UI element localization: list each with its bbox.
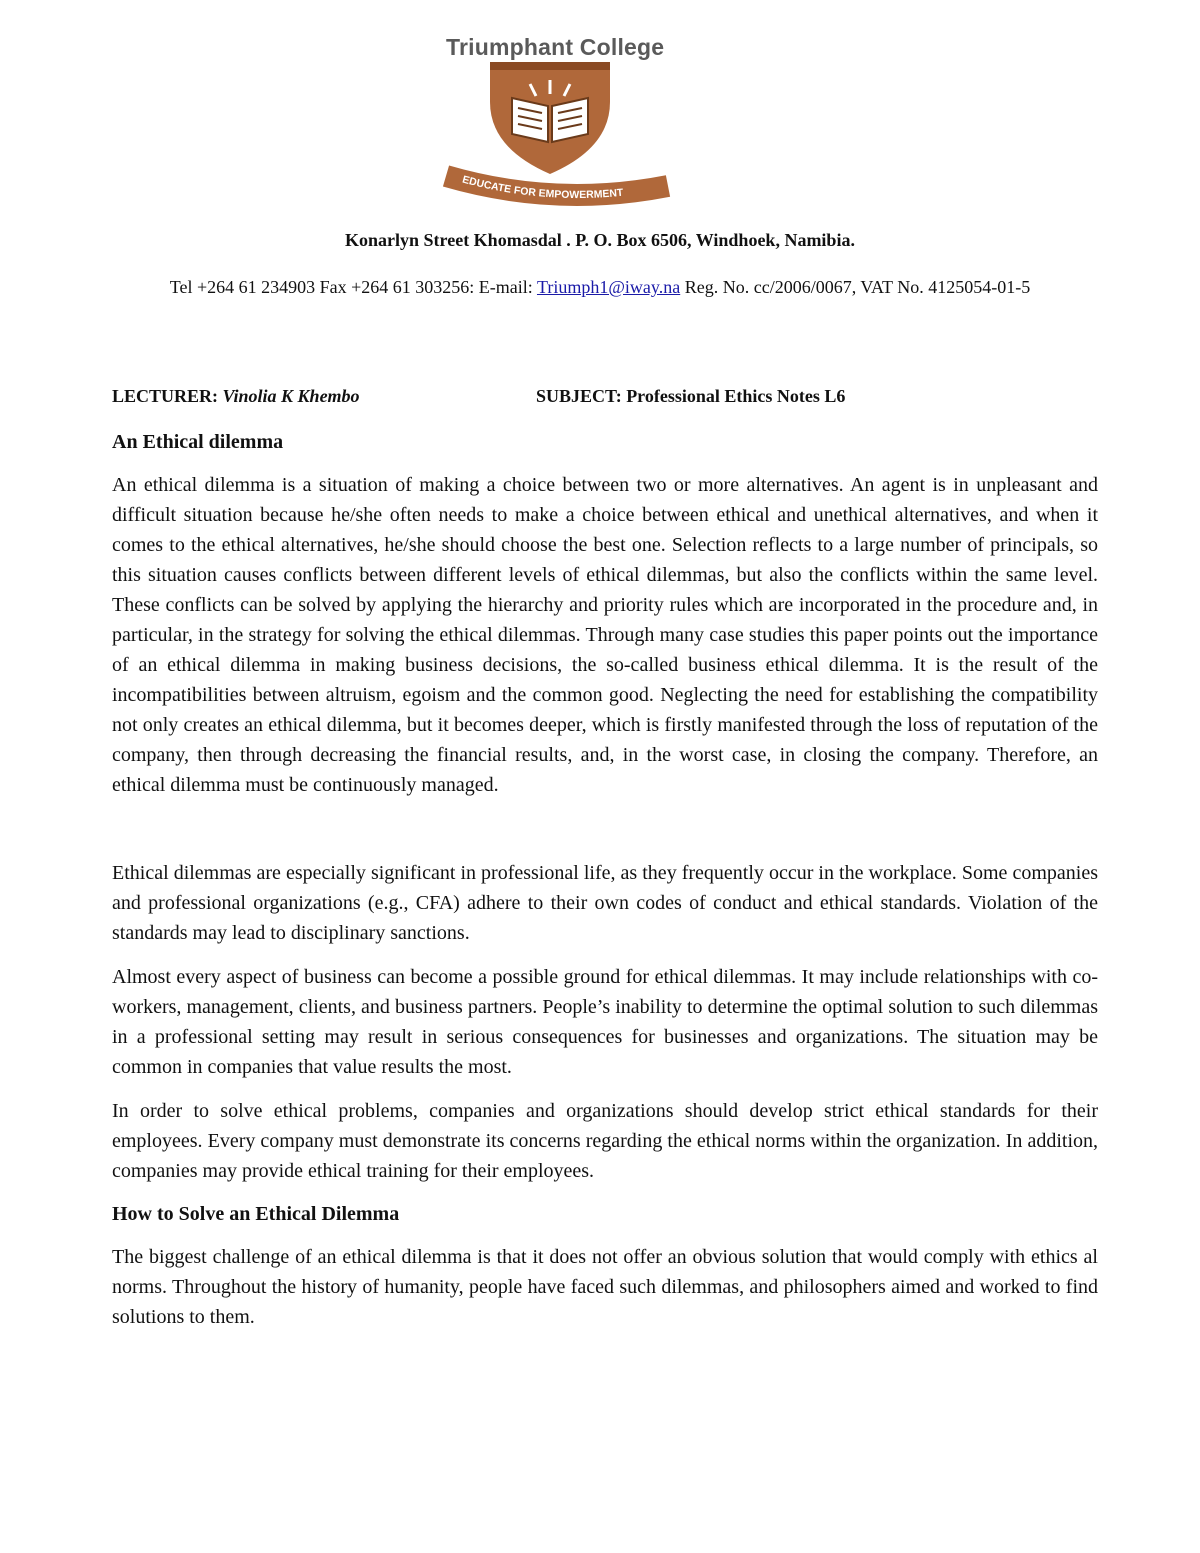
paragraph-4: In order to solve ethical problems, companies and organizations should develop strict ethical standards for their employees. Every company must demonstrate its concerns regarding the ethical norms within the organization. In addition, companies may provide ethical training for their employees. [112, 1100, 1098, 1182]
subject-value: Professional Ethics Notes L6 [626, 386, 846, 406]
lecturer-label: LECTURER: [112, 386, 219, 406]
paragraph-1: An ethical dilemma is a situation of making a choice between two or more alternatives. An agent is in unpleasant and difficult situation because he/she often needs to make a choice between ethical and unethical alternatives, and when it comes to the ethical alternatives, he/she should choose the best one. Selection reflects to a large number of principals, so this situation causes conflicts between different levels of ethical dilemmas, but also the conflicts within the same level. These conflicts can be solved by applying the hierarchy and priority rules which are incorporated in the procedure and, in particular, in the strategy for solving the ethical dilemmas. Through many case studies this paper points out the importance of an ethical dilemma in making business decisions, the so-called business ethical dilemma. It is the result of the incompatibilities between altruism, egoism and the common good. Neglecting the need for establishing the compatibility not only creates an ethical dilemma, but it becomes deeper, which is firstly manifested through the loss of reputation of the company, then through decreasing the financial results, and, in the worst case, in closing the company. Therefore, an ethical dilemma must be continuously managed. [112, 474, 1098, 796]
contact-suffix: Reg. No. cc/2006/0067, VAT No. 4125054-01-5 [680, 277, 1031, 297]
heading-ethical-dilemma: An Ethical dilemma [112, 431, 284, 453]
motto-text: EDUCATE FOR EMPOWERMENT [460, 173, 624, 202]
college-address: Konarlyn Street Khomasdal . P. O. Box 6506, Windhoek, Namibia. [345, 230, 855, 250]
logo-shield-notch [490, 62, 610, 70]
email-link[interactable]: Triumph1@iway.na [536, 277, 681, 297]
heading-how-to-solve: How to Solve an Ethical Dilemma [112, 1203, 400, 1225]
subject-line [536, 386, 845, 407]
lecturer-name: Vinolia K Khembo [222, 386, 360, 406]
document-body [112, 428, 1098, 1346]
paragraph-5: The biggest challenge of an ethical dilemma is that it does not offer an obvious solution that would comply with ethics al norms. Throughout the history of humanity, people have faced such dilemmas, and philosophers aimed and worked to find solutions to them. [112, 1246, 1098, 1328]
lecturer-line [112, 386, 360, 407]
contact-line [100, 274, 1100, 300]
college-logo [436, 58, 676, 208]
logo-shield [490, 62, 610, 174]
subject-label: SUBJECT: [536, 386, 622, 406]
paragraph-2: Ethical dilemmas are especially significant in professional life, as they frequently occur in the workplace. Some companies and professional organizations (e.g., CFA) adhere to their own codes of conduct and ethical standards. Violation of the standards may lead to disciplinary sanctions. [112, 862, 1098, 944]
paragraph-3: Almost every aspect of business can become a possible ground for ethical dilemmas. It may include relationships with co-workers, management, clients, and business partners. People’s inability to determine the optimal solution to such dilemmas in a professional setting may result in serious consequences for businesses and organizations. The situation may be common in companies that value results the most. [112, 966, 1098, 1078]
college-name: Triumphant College [446, 34, 665, 60]
contact-prefix: Tel +264 61 234903 Fax +264 61 303256: E-mail: [169, 277, 537, 297]
